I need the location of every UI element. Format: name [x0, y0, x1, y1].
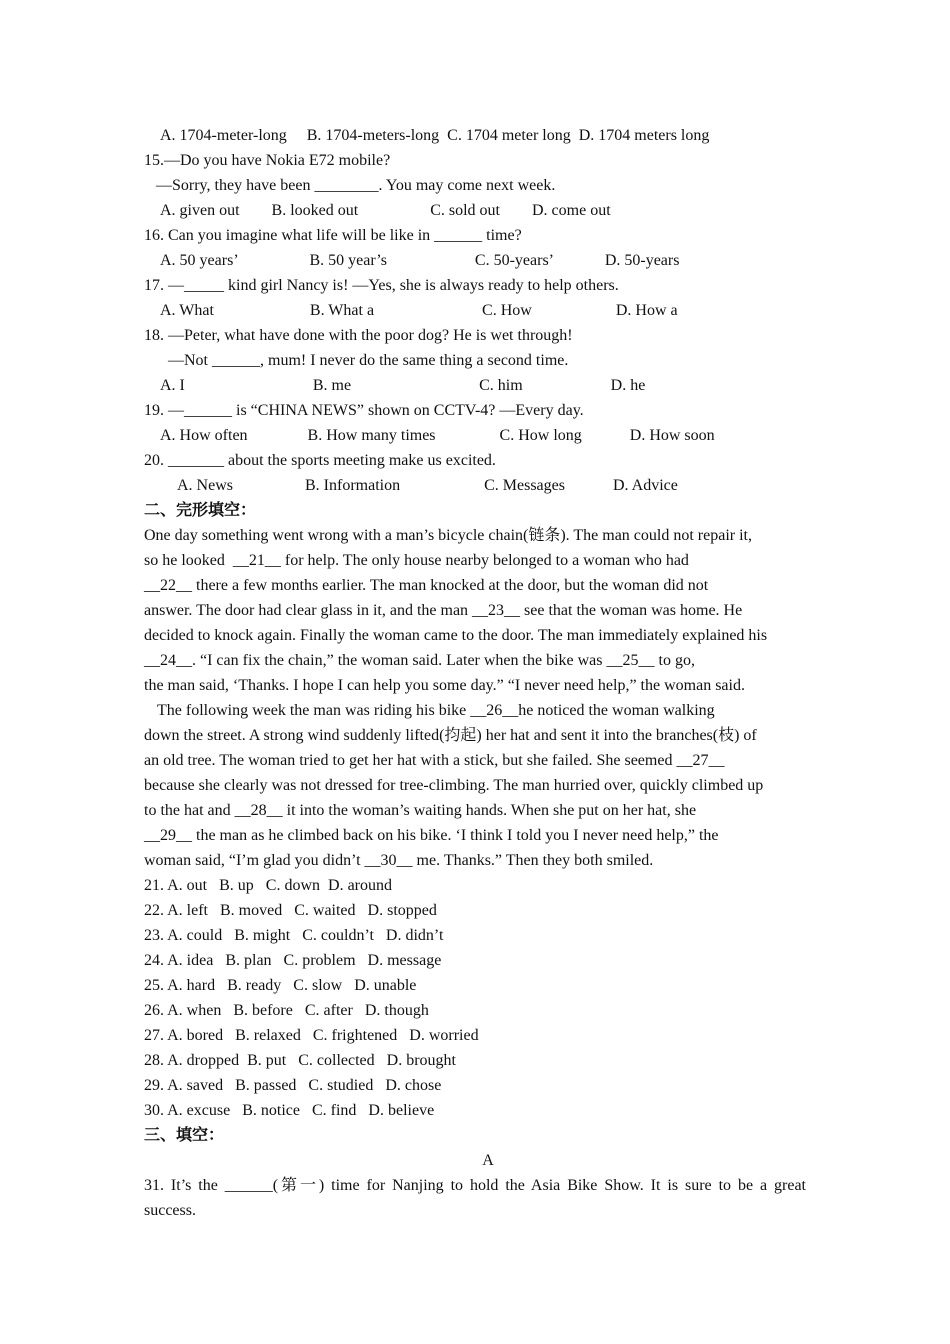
passage-line: woman said, “I’m glad you didn’t __30__ me. Thanks.” Then they both smiled.: [144, 852, 654, 869]
section-3-heading: 三、填空：: [144, 1127, 225, 1144]
passage-line: __24__. “I can fix the chain,” the woman said. Later when the bike was __25__ to go,: [144, 652, 695, 669]
q20-options: A. News B. Information C. Messages D. Advice: [177, 477, 678, 494]
q25-options: 25. A. hard B. ready C. slow D. unable: [144, 977, 417, 994]
passage-line: answer. The door had clear glass in it, and the man __23__ see that the woman was home. He: [144, 602, 743, 619]
q16-question: 16. Can you imagine what life will be like in ______ time?: [144, 227, 522, 244]
q31-question: 31. It’s the ______(第一) time for Nanjing to hold the Asia Bike Show. It is sure to be a great: [144, 1177, 806, 1194]
passage-line: decided to knock again. Finally the woman came to the door. The man immediately explained his: [144, 627, 768, 644]
q18-reply: —Not ______, mum! I never do the same thing a second time.: [168, 352, 569, 369]
q18-question: 18. —Peter, what have done with the poor dog? He is wet through!: [144, 327, 573, 344]
passage-line: __22__ there a few months earlier. The man knocked at the door, but the woman did not: [144, 577, 709, 594]
q16-options: A. 50 years’ B. 50 year’s C. 50-years’ D. 50-years: [160, 252, 680, 269]
q19-question: 19. —______ is “CHINA NEWS” shown on CCTV-4? —Every day.: [144, 402, 584, 419]
section-2-heading: 二、完形填空：: [144, 502, 257, 519]
q19-options: A. How often B. How many times C. How long D. How soon: [160, 427, 715, 444]
passage-line: to the hat and __28__ it into the woman’s waiting hands. When she put on her hat, she: [144, 802, 697, 819]
q17-options: A. What B. What a C. How D. How a: [160, 302, 678, 319]
passage-line: One day something went wrong with a man’s bicycle chain(链条). The man could not repair it,: [144, 527, 752, 544]
q18-options: A. I B. me C. him D. he: [160, 377, 646, 394]
passage-line: an old tree. The woman tried to get her hat with a stick, but she failed. She seemed __27__: [144, 752, 725, 769]
passage-line: the man said, ‘Thanks. I hope I can help you some day.” “I never need help,” the woman said.: [144, 677, 745, 694]
q14-options: A. 1704-meter-long B. 1704-meters-long C. 1704 meter long D. 1704 meters long: [160, 127, 710, 144]
q22-options: 22. A. left B. moved C. waited D. stopped: [144, 902, 437, 919]
q28-options: 28. A. dropped B. put C. collected D. brought: [144, 1052, 456, 1069]
part-a-label: A: [482, 1152, 494, 1169]
passage-line: so he looked __21__ for help. The only house nearby belonged to a woman who had: [144, 552, 689, 569]
passage-line: because she clearly was not dressed for tree-climbing. The man hurried over, quickly climbed up: [144, 777, 764, 794]
q24-options: 24. A. idea B. plan C. problem D. message: [144, 952, 442, 969]
q23-options: 23. A. could B. might C. couldn’t D. didn’t: [144, 927, 444, 944]
passage-line: The following week the man was riding his bike __26__he noticed the woman walking: [157, 702, 715, 719]
q30-options: 30. A. excuse B. notice C. find D. believe: [144, 1102, 435, 1119]
q27-options: 27. A. bored B. relaxed C. frightened D. worried: [144, 1027, 479, 1044]
q29-options: 29. A. saved B. passed C. studied D. chose: [144, 1077, 442, 1094]
q31-question-cont: success.: [144, 1202, 196, 1219]
q20-question: 20. _______ about the sports meeting make us excited.: [144, 452, 496, 469]
q21-options: 21. A. out B. up C. down D. around: [144, 877, 392, 894]
q15-options: A. given out B. looked out C. sold out D. come out: [160, 202, 611, 219]
passage-line: down the street. A strong wind suddenly lifted(抣起) her hat and sent it into the branches(枝) of: [144, 727, 757, 744]
q15-reply: —Sorry, they have been ________. You may come next week.: [152, 177, 556, 194]
passage-line: __29__ the man as he climbed back on his bike. ‘I think I told you I never need help,” the: [144, 827, 719, 844]
q15-question: 15.—Do you have Nokia E72 mobile?: [144, 152, 391, 169]
q17-question: 17. —_____ kind girl Nancy is! —Yes, she is always ready to help others.: [144, 277, 619, 294]
q26-options: 26. A. when B. before C. after D. though: [144, 1002, 429, 1019]
